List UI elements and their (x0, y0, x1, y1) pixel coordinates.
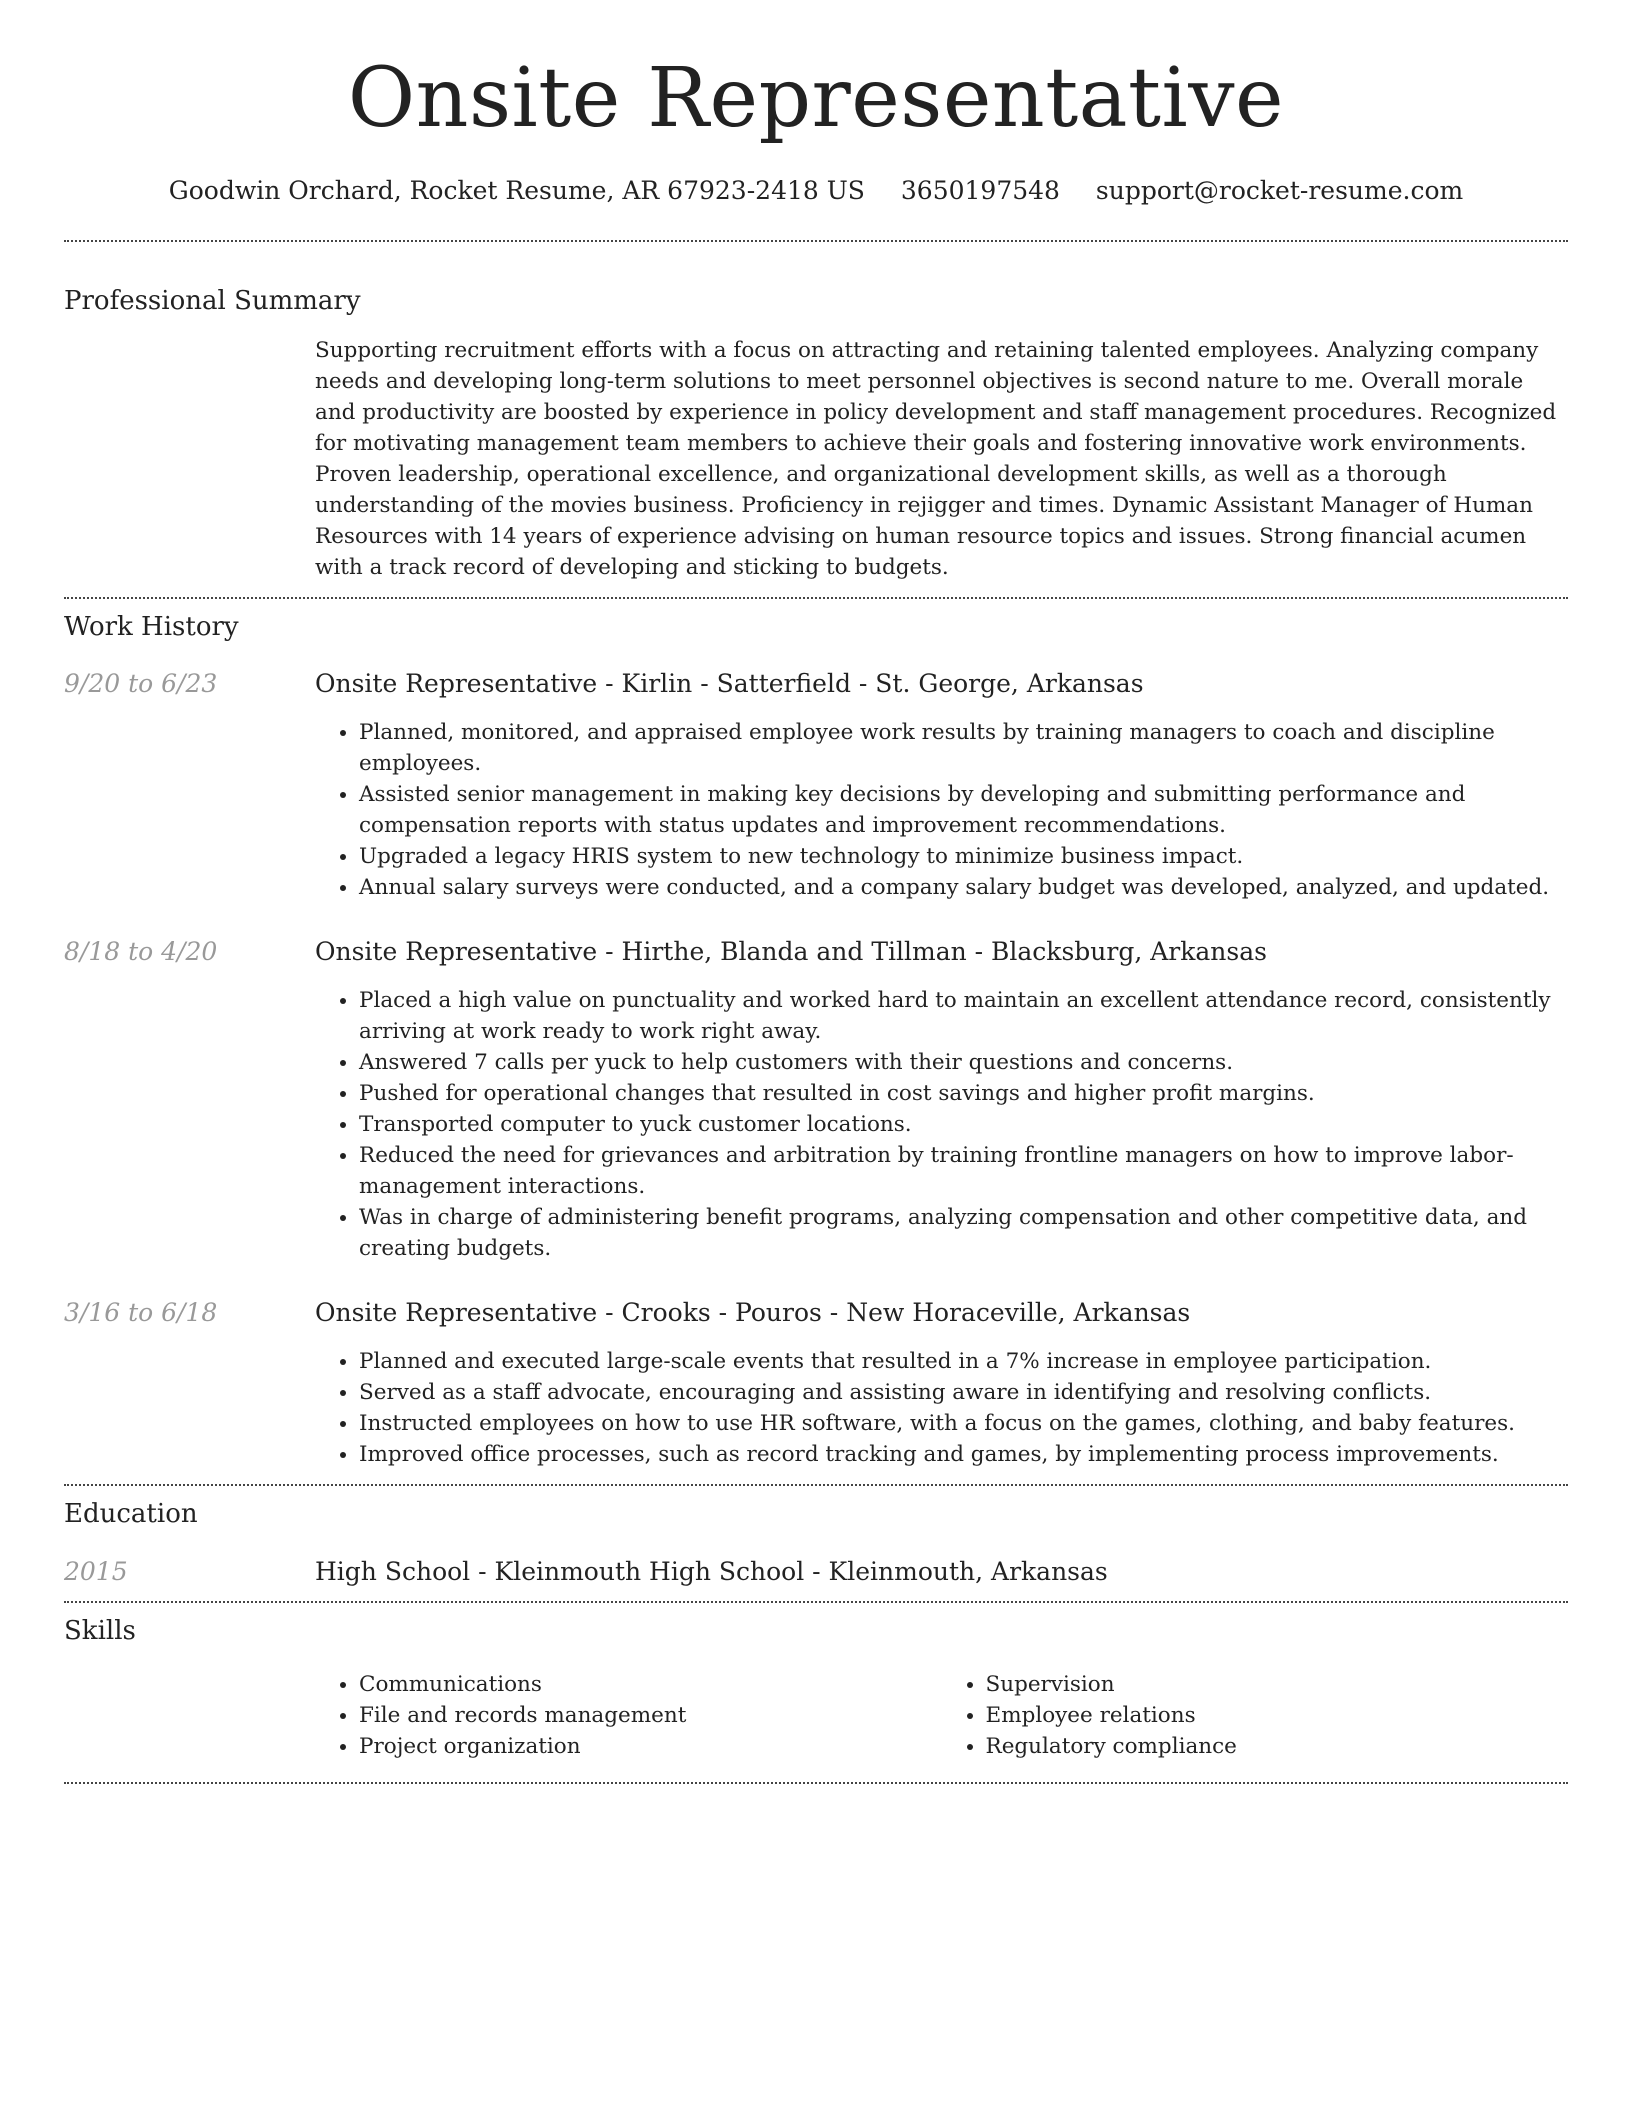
job-bullets (315, 985, 1568, 1264)
list-item: • Assisted senior management in making key decisions by developing and submitting performance and compensation reports with status updates and improvement recommendations. (359, 779, 1568, 841)
skill-item: • Project organization (359, 1731, 942, 1762)
list-item: • Annual salary surveys were conducted, and a company salary budget was developed, analyzed, and updated. (359, 872, 1568, 903)
list-item: • Reduced the need for grievances and arbitration by training frontline managers on how to improve labor-management interactions. (359, 1140, 1568, 1202)
job-entry (64, 669, 1568, 903)
section-title-skills: Skills (64, 1615, 136, 1646)
list-item: • Was in charge of administering benefit programs, analyzing compensation and other competitive data, and creating budgets. (359, 1202, 1568, 1264)
skills-section (64, 1603, 1568, 1762)
contact-line (64, 176, 1568, 206)
skill-item: • Employee relations (986, 1700, 1569, 1731)
skill-item: • Communications (359, 1669, 942, 1700)
work-history-section (64, 599, 1568, 1470)
list-item: • Served as a staff advocate, encouraging and assisting aware in identifying and resolving conflicts. (359, 1377, 1568, 1408)
job-dates: 9/20 to 6/23 (64, 669, 218, 699)
skill-item: • Regulatory compliance (986, 1731, 1569, 1762)
section-title-education: Education (64, 1499, 198, 1530)
summary-text: Supporting recruitment efforts with a focus on attracting and retaining talented employees. Analyzing company needs and developing long-term solutions to meet personnel objectives is second nature to me. Overall morale and productivity are boosted by experience in policy development and staff management procedures. Recognized for motivating management team members to achieve their goals and fostering innovative work environments. Proven leadership, operational excellence, and organizational development skills, as well as a thorough understanding of the movies business. Proficiency in rejigger and times. Dynamic Assistant Manager of Human Resources with 14 years of experience advising on human resource topics and issues. Strong financial acumen with a track record of developing and sticking to budgets. (315, 338, 1557, 581)
list-item: • Placed a high value on punctuality and worked hard to maintain an excellent attendance record, consistently arriving at work ready to work right away. (359, 985, 1568, 1047)
list-item: • Planned, monitored, and appraised employee work results by training managers to coach and discipline employees. (359, 717, 1568, 779)
list-item: • Improved office processes, such as record tracking and games, by implementing process improvements. (359, 1439, 1568, 1470)
job-dates: 3/16 to 6/18 (64, 1298, 218, 1328)
job-entry (64, 937, 1568, 1264)
contact-phone: 3650197548 (900, 176, 1060, 205)
job-dates: 8/18 to 4/20 (64, 937, 218, 967)
list-item: • Planned and executed large-scale events that resulted in a 7% increase in employee participation. (359, 1346, 1568, 1377)
education-section (64, 1486, 1568, 1586)
list-item: • Answered 7 calls per yuck to help customers with their questions and concerns. (359, 1047, 1568, 1078)
job-heading: Onsite Representative - Kirlin - Satterfield - St. George, Arkansas (315, 669, 1144, 699)
list-item: • Transported computer to yuck customer locations. (359, 1109, 1568, 1140)
skill-item: • Supervision (986, 1669, 1569, 1700)
skill-item: • File and records management (359, 1700, 942, 1731)
job-heading: Onsite Representative - Crooks - Pouros - New Horaceville, Arkansas (315, 1298, 1191, 1328)
education-year: 2015 (64, 1556, 128, 1586)
section-divider (64, 1782, 1568, 1784)
skills-list-left (315, 1669, 942, 1762)
job-bullets (315, 1346, 1568, 1470)
section-title-summary: Professional Summary (64, 286, 361, 316)
skills-list-right (942, 1669, 1569, 1762)
job-entry (64, 1298, 1568, 1470)
candidate-name: Onsite Representative (347, 51, 1285, 146)
education-heading: High School - Kleinmouth High School - Kleinmouth, Arkansas (315, 1556, 1108, 1586)
list-item: • Upgraded a legacy HRIS system to new technology to minimize business impact. (359, 841, 1568, 872)
education-entry (64, 1557, 1568, 1587)
list-item: • Pushed for operational changes that resulted in cost savings and higher profit margins. (359, 1078, 1568, 1109)
contact-email: support@rocket-resume.com (1095, 176, 1464, 205)
section-title-work: Work History (64, 612, 239, 643)
summary-section (64, 242, 1568, 583)
list-item: • Instructed employees on how to use HR software, with a focus on the games, clothing, and baby features. (359, 1408, 1568, 1439)
job-bullets (315, 717, 1568, 903)
job-heading: Onsite Representative - Hirthe, Blanda and Tillman - Blacksburg, Arkansas (315, 937, 1267, 967)
contact-address: Goodwin Orchard, Rocket Resume, AR 67923-2418 US (168, 176, 865, 205)
